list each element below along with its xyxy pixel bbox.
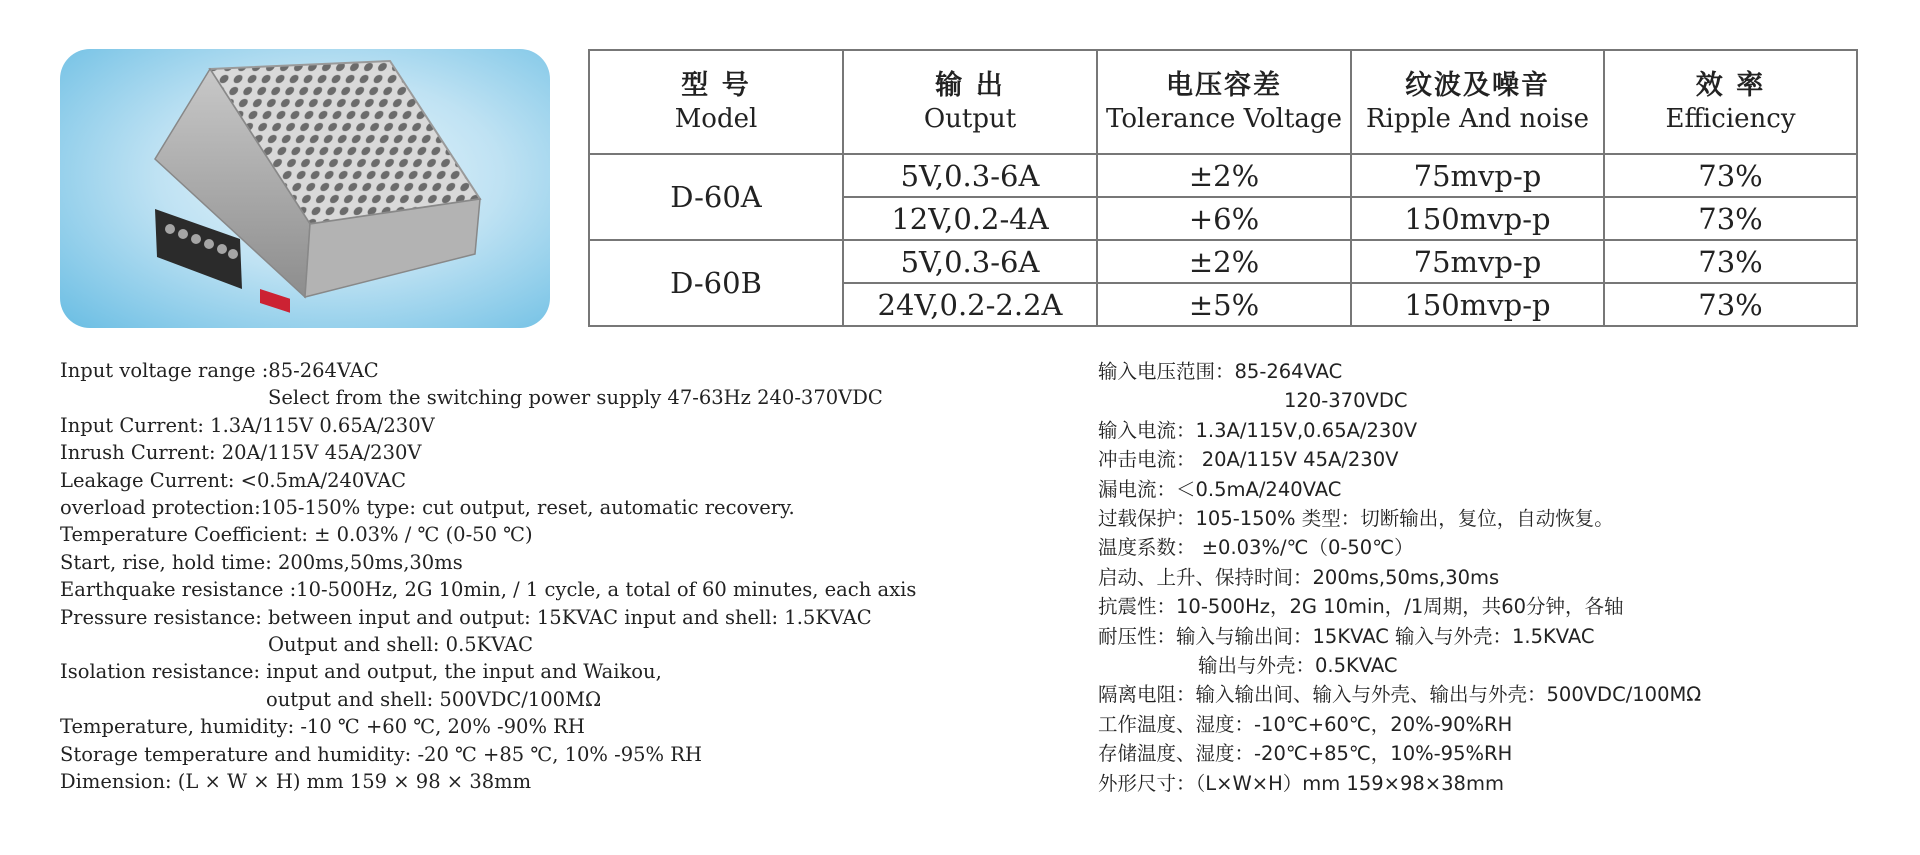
spec-line: 漏电流：＜0.5mA/240VAC: [1098, 477, 1342, 501]
header-zh: 纹波及噪音: [1405, 69, 1550, 101]
spec-line: 存储温度、湿度：-20℃+85℃，10%-95%RH: [1098, 742, 1513, 766]
spec-line: 温度系数： ±0.03%/℃（0-50℃）: [1098, 536, 1414, 560]
ripple-cell: 75mvp-p: [1351, 154, 1604, 197]
spec-line: Start, rise, hold time: 200ms,50ms,30ms: [60, 550, 463, 574]
spec-line: Dimension: (L × W × H) mm 159 × 98 × 38mm: [60, 770, 532, 794]
product-photo: [60, 49, 550, 328]
model-cell: D-60A: [589, 154, 843, 240]
spec-line: Temperature Coefficient: ± 0.03% / ℃ (0-50 ℃): [60, 523, 533, 547]
header-en: Efficiency: [1665, 103, 1796, 134]
spec-line: Output and shell: 0.5KVAC: [268, 633, 534, 657]
table-row: [589, 240, 1857, 283]
spec-line: 启动、上升、保持时间：200ms,50ms,30ms: [1098, 565, 1500, 589]
spec-line: 输入电压范围：85-264VAC: [1098, 360, 1343, 383]
spec-line: Input Current: 1.3A/115V 0.65A/230V: [60, 413, 435, 437]
header-en: Tolerance Voltage: [1106, 103, 1342, 134]
spec-line: 耐压性：输入与输出间：15KVAC 输入与外壳：1.5KVAC: [1098, 624, 1595, 648]
efficiency-cell: 73%: [1604, 240, 1857, 283]
spec-line: 隔离电阻：输入输出间、输入与外壳、输出与外壳：500VDC/100MΩ: [1098, 683, 1702, 707]
spec-line: 输入电流：1.3A/115V,0.65A/230V: [1098, 418, 1418, 442]
output-cell: 5V,0.3-6A: [843, 240, 1097, 283]
header-zh: 型 号: [681, 69, 751, 101]
efficiency-cell: 73%: [1604, 283, 1857, 326]
header-ripple: [1351, 50, 1604, 154]
spec-line: Input voltage range :85-264VAC: [60, 359, 379, 382]
spec-line: Pressure resistance: between input and output: 15KVAC input and shell: 1.5KVAC: [60, 605, 872, 629]
spec-table: [588, 49, 1858, 327]
header-tolerance: [1097, 50, 1351, 154]
spec-line: Select from the switching power supply 47-63Hz 240-370VDC: [268, 386, 883, 410]
efficiency-cell: 73%: [1604, 154, 1857, 197]
header-output: [843, 50, 1097, 154]
header-en: Output: [923, 103, 1017, 134]
header-model: [589, 50, 843, 154]
spec-line: 120-370VDC: [1284, 389, 1408, 413]
specs-chinese: [1098, 357, 1898, 798]
spec-line: Leakage Current: <0.5mA/240VAC: [60, 468, 407, 492]
spec-line: 过载保护：105-150% 类型：切断输出，复位，自动恢复。: [1098, 507, 1614, 531]
spec-line: Earthquake resistance :10-500Hz, 2G 10min, / 1 cycle, a total of 60 minutes, each axis: [60, 578, 917, 602]
ripple-cell: 75mvp-p: [1351, 240, 1604, 283]
header-en: Model: [674, 103, 758, 134]
table-header-row: [589, 50, 1857, 154]
spec-line: Temperature, humidity: -10 ℃ +60 ℃, 20% -90% RH: [60, 715, 585, 739]
table-row: [589, 154, 1857, 197]
output-cell: 12V,0.2-4A: [843, 197, 1097, 240]
spec-line: 输出与外壳：0.5KVAC: [1198, 654, 1398, 678]
ripple-cell: 150mvp-p: [1351, 197, 1604, 240]
tolerance-cell: ±2%: [1097, 240, 1351, 283]
header-zh: 效 率: [1695, 69, 1766, 101]
spec-line: overload protection:105-150% type: cut output, reset, automatic recovery.: [60, 496, 795, 520]
spec-line: 工作温度、湿度：-10℃+60℃，20%-90%RH: [1098, 712, 1513, 736]
ripple-cell: 150mvp-p: [1351, 283, 1604, 326]
spec-line: output and shell: 500VDC/100MΩ: [266, 687, 602, 711]
output-cell: 24V,0.2-2.2A: [843, 283, 1097, 326]
tolerance-cell: +6%: [1097, 197, 1351, 240]
header-zh: 输 出: [935, 69, 1005, 101]
output-cell: 5V,0.3-6A: [843, 154, 1097, 197]
spec-line: 抗震性：10-500Hz，2G 10min，/1周期，共60分钟，各轴: [1098, 595, 1624, 619]
specs-english: [60, 357, 1070, 796]
spec-line: Storage temperature and humidity: -20 ℃ +85 ℃, 10% -95% RH: [60, 742, 702, 766]
model-cell: D-60B: [589, 240, 843, 326]
spec-line: Inrush Current: 20A/115V 45A/230V: [60, 441, 422, 465]
spec-line: 外形尺寸：（L×W×H）mm 159×98×38mm: [1098, 771, 1504, 795]
tolerance-cell: ±2%: [1097, 154, 1351, 197]
tolerance-cell: ±5%: [1097, 283, 1351, 326]
spec-line: 冲击电流： 20A/115V 45A/230V: [1098, 448, 1399, 472]
header-efficiency: [1604, 50, 1857, 154]
spec-line: Isolation resistance: input and output, the input and Waikou,: [60, 660, 662, 684]
header-zh: 电压容差: [1166, 69, 1282, 101]
efficiency-cell: 73%: [1604, 197, 1857, 240]
header-en: Ripple And noise: [1365, 103, 1590, 134]
power-supply-illustration: [60, 49, 550, 328]
